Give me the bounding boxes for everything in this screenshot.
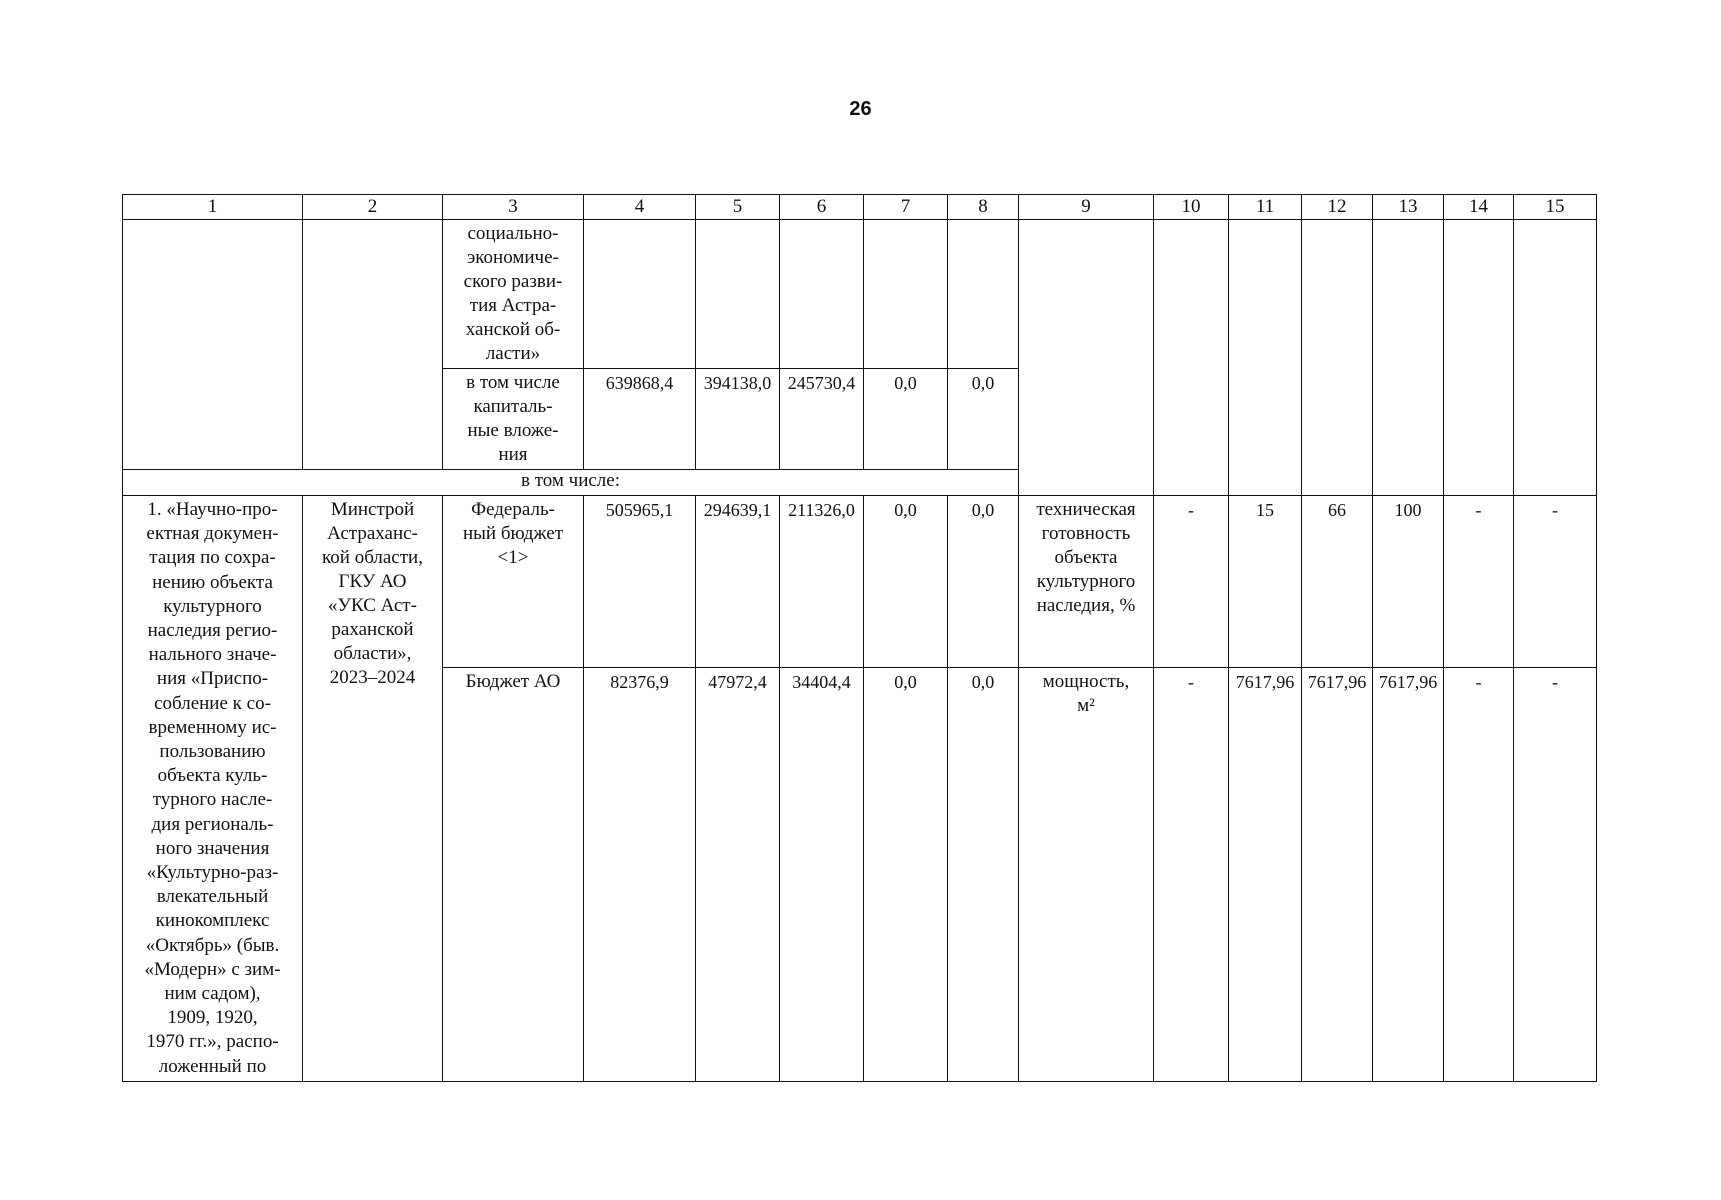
- value-col6: 245730,4: [780, 369, 864, 470]
- empty-cell: [123, 220, 303, 470]
- value-col13: 100: [1373, 496, 1444, 668]
- value-col8: 0,0: [948, 496, 1019, 668]
- value-col6: 211326,0: [780, 496, 864, 668]
- empty-cell: [948, 220, 1019, 369]
- indicator-name: мощность,: [1042, 671, 1130, 692]
- column-number: 5: [696, 195, 780, 220]
- program-name-cell: социально- экономиче- ского разви- тия Астра- ханской об- ласти»: [443, 220, 584, 369]
- value-col7: 0,0: [864, 369, 948, 470]
- value-col8: 0,0: [948, 668, 1019, 1082]
- value-col11: 15: [1229, 496, 1302, 668]
- empty-cell: [780, 220, 864, 369]
- indicator-unit: м²: [1077, 695, 1095, 716]
- funding-source: Федераль- ный бюджет <1>: [443, 496, 584, 668]
- capital-label: в том числе капиталь- ные вложе- ния: [443, 369, 584, 470]
- value-col4: 505965,1: [584, 496, 696, 668]
- budget-table: [122, 194, 1597, 1082]
- value-col10: -: [1154, 668, 1229, 1082]
- empty-cell: [1514, 220, 1597, 496]
- federal-budget-row: [123, 496, 1597, 668]
- value-col7: 0,0: [864, 668, 948, 1082]
- empty-cell: [1444, 220, 1514, 496]
- column-number-row: [123, 195, 1597, 220]
- column-number: 7: [864, 195, 948, 220]
- empty-cell: [1229, 220, 1302, 496]
- column-number: 11: [1229, 195, 1302, 220]
- column-number: 6: [780, 195, 864, 220]
- indicator-cell: [1019, 668, 1154, 1082]
- value-col12: 7617,96: [1302, 668, 1373, 1082]
- empty-cell: [1373, 220, 1444, 496]
- value-col6: 34404,4: [780, 668, 864, 1082]
- value-col5: 294639,1: [696, 496, 780, 668]
- column-number: 14: [1444, 195, 1514, 220]
- value-col12: 66: [1302, 496, 1373, 668]
- column-number: 13: [1373, 195, 1444, 220]
- column-number: 12: [1302, 195, 1373, 220]
- column-number: 8: [948, 195, 1019, 220]
- value-col4: 82376,9: [584, 668, 696, 1082]
- page-number: 26: [849, 98, 872, 120]
- funding-source: Бюджет АО: [443, 668, 584, 1082]
- including-label: в том числе:: [123, 470, 1019, 496]
- column-number: 10: [1154, 195, 1229, 220]
- value-col14: -: [1444, 668, 1514, 1082]
- program-row: [123, 220, 1597, 369]
- item-name: 1. «Научно-про- ектная докумен- тация по сохра- нению объекта культурного наследия регио- нального значе- ния «Приспо- собление к со- временному ис- пользованию объекта куль- турного насле- дия региональ- ного значения «Культурно-раз- влекательный кинокомплекс «Октябрь» (быв. «Модерн» с зим- ним садом), 1909, 1920, 1970 гг.», распо- ложенный по: [123, 496, 303, 1082]
- value-col4: 639868,4: [584, 369, 696, 470]
- item-executor: Минстрой Астраханс- кой области, ГКУ АО «УКС Аст- раханской области», 2023–2024: [303, 496, 443, 1082]
- column-number: 4: [584, 195, 696, 220]
- column-number: 9: [1019, 195, 1154, 220]
- value-col5: 47972,4: [696, 668, 780, 1082]
- column-number: 15: [1514, 195, 1597, 220]
- value-col10: -: [1154, 496, 1229, 668]
- value-col15: -: [1514, 668, 1597, 1082]
- value-col14: -: [1444, 496, 1514, 668]
- indicator-name: техническая готовность объекта культурного наследия, %: [1019, 496, 1154, 668]
- value-col13: 7617,96: [1373, 668, 1444, 1082]
- empty-cell: [696, 220, 780, 369]
- empty-cell: [1154, 220, 1229, 496]
- column-number: 3: [443, 195, 584, 220]
- column-number: 2: [303, 195, 443, 220]
- value-col5: 394138,0: [696, 369, 780, 470]
- empty-cell: [1019, 220, 1154, 496]
- empty-cell: [584, 220, 696, 369]
- value-col8: 0,0: [948, 369, 1019, 470]
- empty-cell: [864, 220, 948, 369]
- value-col11: 7617,96: [1229, 668, 1302, 1082]
- value-col7: 0,0: [864, 496, 948, 668]
- empty-cell: [303, 220, 443, 470]
- empty-cell: [1302, 220, 1373, 496]
- column-number: 1: [123, 195, 303, 220]
- value-col15: -: [1514, 496, 1597, 668]
